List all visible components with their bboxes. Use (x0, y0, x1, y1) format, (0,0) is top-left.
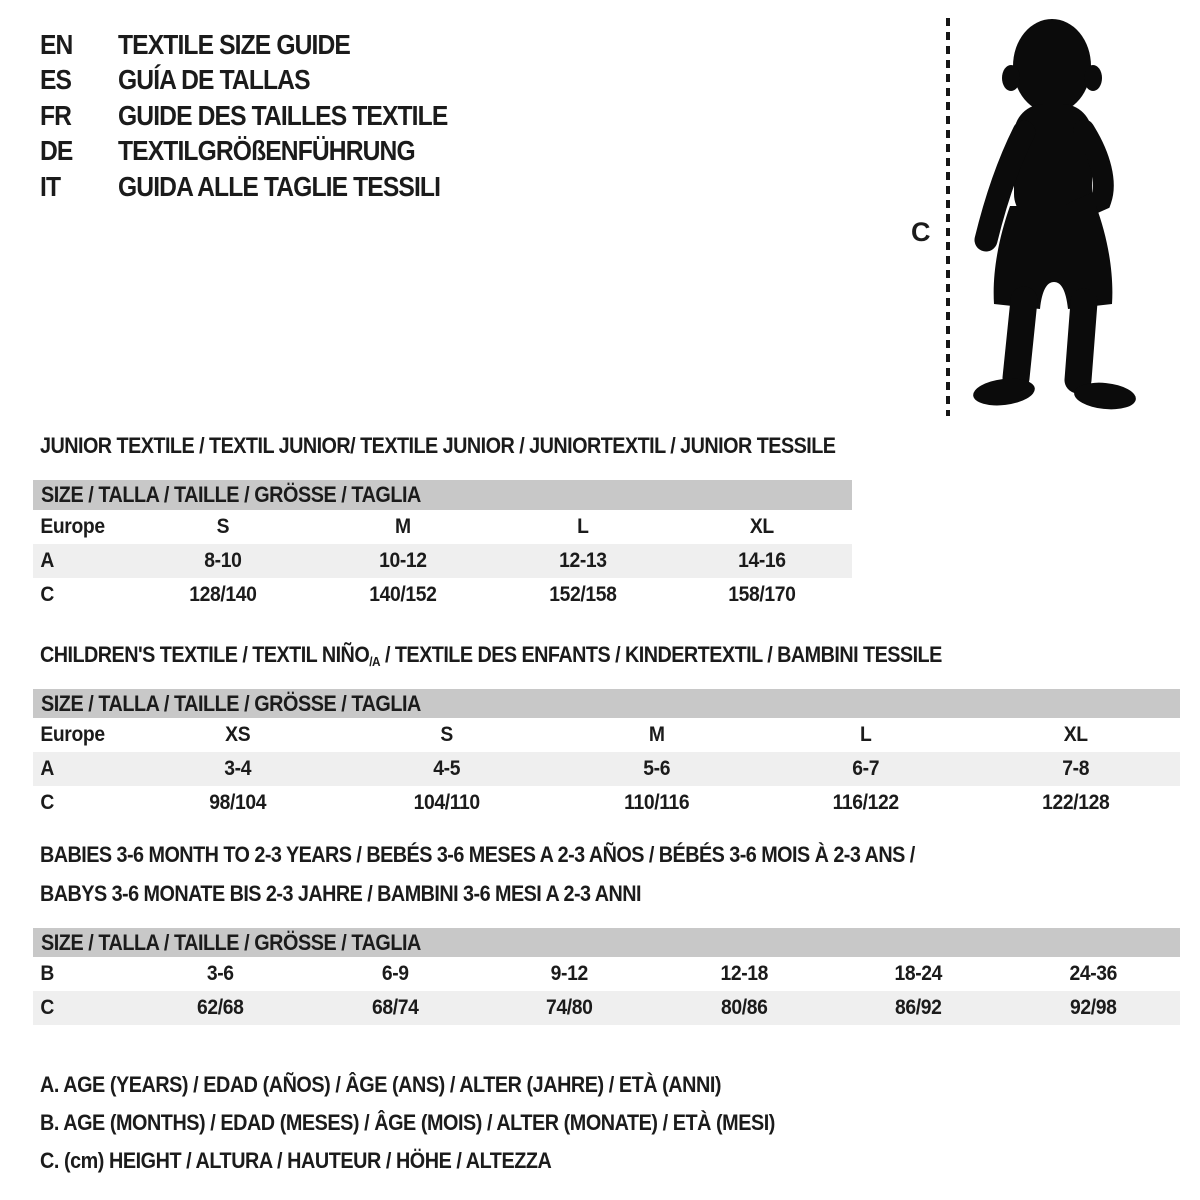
height-cell: 152/158 (548, 583, 617, 606)
row-label: C (40, 996, 54, 1019)
size-cell: L (576, 515, 589, 538)
age-cell: 12-13 (558, 549, 607, 572)
height-cell: 92/98 (1069, 996, 1117, 1019)
height-cell: 80/86 (720, 996, 768, 1019)
height-cell: 86/92 (894, 996, 942, 1019)
age-cell: 18-24 (894, 962, 943, 985)
guide-title-es: GUÍA DE TALLAS (118, 64, 310, 96)
row-label: A (40, 549, 54, 572)
size-cell: S (216, 515, 230, 538)
language-code: DE (40, 135, 73, 167)
toddler-silhouette-icon (964, 14, 1136, 420)
language-row-de (40, 134, 492, 170)
table-row-europe (33, 718, 1180, 752)
size-header-bar (33, 480, 852, 510)
age-cell: 7-8 (1061, 757, 1089, 780)
table-row-age-years (33, 544, 852, 578)
guide-title-en: TEXTILE SIZE GUIDE (118, 28, 350, 60)
row-label: B (40, 962, 54, 985)
size-header-text: SIZE / TALLA / TAILLE / GRÖSSE / TAGLIA (41, 482, 421, 507)
table-row-height-cm (33, 578, 852, 612)
table-row-height-cm (33, 786, 1180, 820)
age-cell: 14-16 (738, 549, 786, 572)
height-measure-label: C (911, 217, 931, 247)
legend-line-c: C. (cm) HEIGHT / ALTURA / HAUTEUR / HÖHE / ALTEZZA (40, 1148, 552, 1173)
age-cell: 6-7 (852, 757, 880, 780)
height-dashed-line (946, 18, 950, 416)
height-cell: 74/80 (545, 996, 593, 1019)
size-cell: M (394, 515, 411, 538)
size-cell: S (440, 723, 454, 746)
height-cell: 140/152 (368, 583, 437, 606)
height-cell: 158/170 (728, 583, 796, 606)
height-cell: 122/128 (1041, 791, 1109, 814)
babies-section-title-line1: BABIES 3-6 MONTH TO 2-3 YEARS / BEBÉS 3-6 MESES A 2-3 AÑOS / BÉBÉS 3-6 MOIS À 2-3 ANS / (40, 842, 915, 867)
language-title-list (40, 27, 492, 205)
guide-title-de: TEXTILGRÖßENFÜHRUNG (118, 135, 415, 167)
table-row-age-months (33, 957, 1180, 991)
size-header-bar (33, 689, 1180, 718)
height-cell: 116/122 (832, 791, 900, 814)
children-size-table (33, 689, 1180, 820)
legend-line-b: B. AGE (MONTHS) / EDAD (MESES) / ÂGE (MOIS) / ALTER (MONATE) / ETÀ (MESI) (40, 1110, 775, 1135)
babies-size-table (33, 928, 1180, 1025)
language-code: FR (40, 99, 72, 131)
language-code: IT (40, 170, 61, 202)
junior-size-table (33, 480, 852, 612)
children-title-subscript: /A (369, 653, 380, 669)
children-title-suffix: / TEXTILE DES ENFANTS / KINDERTEXTIL / BAMBINI TESSILE (379, 642, 942, 667)
language-code: EN (40, 28, 73, 60)
table-row-age-years (33, 752, 1180, 786)
age-cell: 5-6 (643, 757, 670, 780)
age-cell: 4-5 (433, 757, 461, 780)
age-cell: 8-10 (204, 549, 242, 572)
size-header-bar (33, 928, 1180, 957)
age-cell: 10-12 (378, 549, 427, 572)
size-cell: XL (1063, 723, 1088, 746)
age-cell: 24-36 (1068, 962, 1117, 985)
language-row-es (40, 63, 492, 99)
age-cell: 3-4 (224, 757, 252, 780)
row-label: Europe (40, 723, 105, 746)
children-section-title (40, 643, 942, 674)
junior-section-title: JUNIOR TEXTILE / TEXTIL JUNIOR/ TEXTILE JUNIOR / JUNIORTEXTIL / JUNIOR TESSILE (40, 433, 836, 458)
table-row-height-cm (33, 991, 1180, 1025)
height-cell: 110/116 (623, 791, 690, 814)
size-cell: L (860, 723, 872, 746)
row-label: C (40, 791, 54, 814)
size-header-text: SIZE / TALLA / TAILLE / GRÖSSE / TAGLIA (41, 930, 421, 955)
height-cell: 98/104 (209, 791, 267, 814)
size-header-text: SIZE / TALLA / TAILLE / GRÖSSE / TAGLIA (41, 691, 421, 716)
language-code: ES (40, 64, 72, 96)
height-cell: 68/74 (371, 996, 419, 1019)
size-cell: XS (225, 723, 251, 746)
row-label: Europe (40, 515, 105, 538)
age-cell: 12-18 (719, 962, 768, 985)
legend (40, 1066, 857, 1180)
legend-line-a: A. AGE (YEARS) / EDAD (AÑOS) / ÂGE (ANS) / ALTER (JAHRE) / ETÀ (ANNI) (40, 1072, 722, 1097)
height-cell: 62/68 (196, 996, 244, 1019)
size-cell: XL (750, 515, 775, 538)
age-cell: 3-6 (206, 962, 234, 985)
row-label: A (40, 757, 54, 780)
age-cell: 9-12 (550, 962, 588, 985)
height-cell: 128/140 (189, 583, 257, 606)
language-row-fr (40, 98, 492, 134)
size-cell: M (648, 723, 665, 746)
age-cell: 6-9 (381, 962, 409, 985)
guide-title-fr: GUIDE DES TAILLES TEXTILE (118, 99, 448, 131)
babies-section-title-line2: BABYS 3-6 MONATE BIS 2-3 JAHRE / BAMBINI 3-6 MESI A 2-3 ANNI (40, 881, 641, 906)
children-title-prefix: CHILDREN'S TEXTILE / TEXTIL NIÑO (40, 642, 370, 667)
height-cell: 104/110 (414, 791, 481, 814)
language-row-it (40, 169, 492, 205)
guide-title-it: GUIDA ALLE TAGLIE TESSILI (118, 170, 441, 202)
row-label: C (40, 583, 54, 606)
language-row-en (40, 27, 492, 63)
table-row-europe (33, 510, 852, 544)
